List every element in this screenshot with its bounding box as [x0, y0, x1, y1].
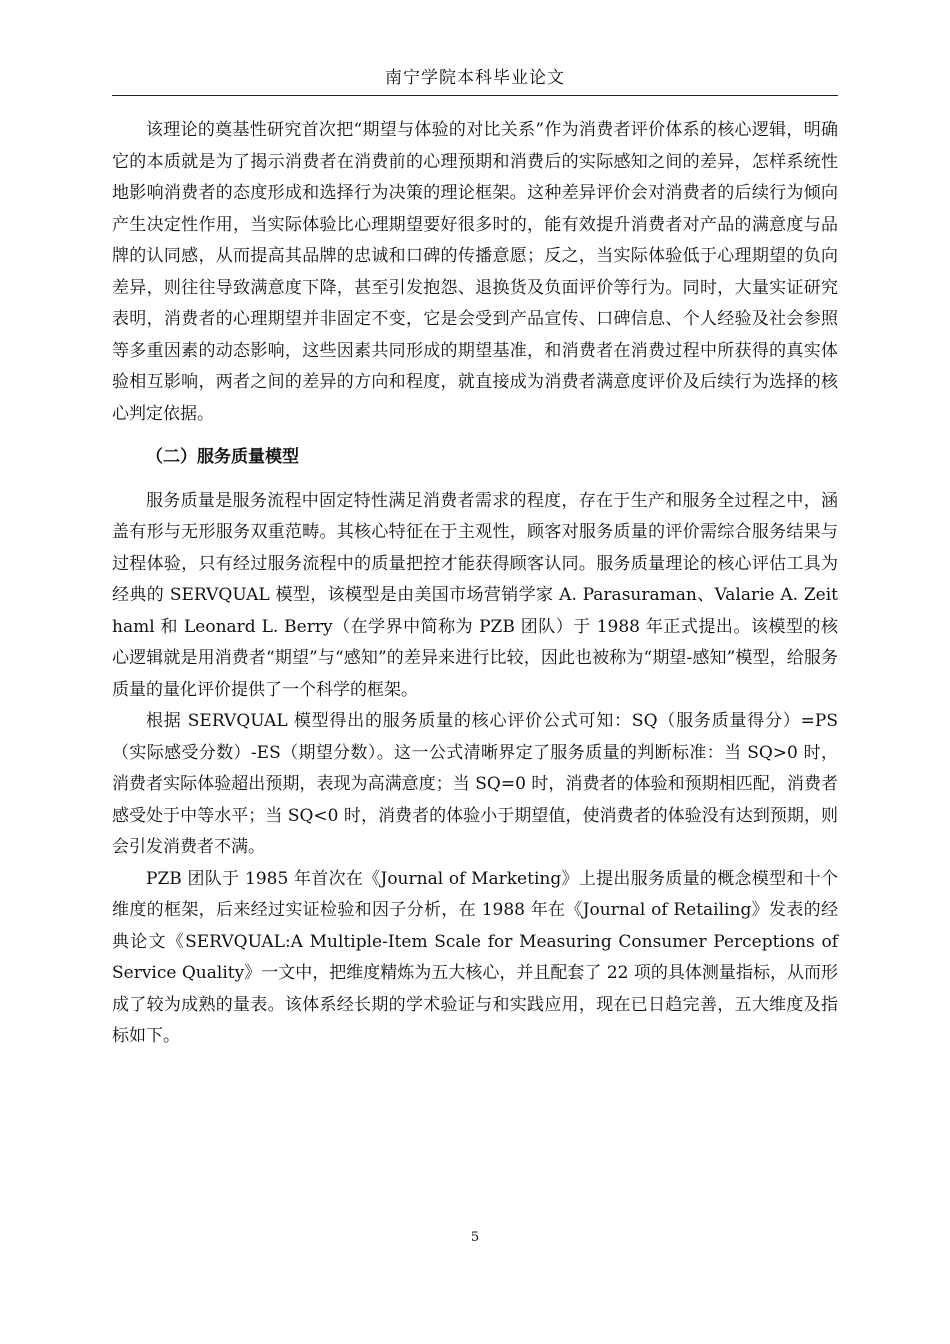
body-paragraph: 该理论的奠基性研究首次把“期望与体验的对比关系”作为消费者评价体系的核心逻辑，明确它的本质就是为了揭示消费者在消费前的心理预期和消费后的实际感知之间的差异，怎样系统性地影响消费者的态度形成和选择行为决策的理论框架。这种差异评价会对消费者的后续行为倾向产生决定性作用，当实际体验比心理期望要好很多时的，能有效提升消费者对产品的满意度与品牌的认同感，从而提高其品牌的忠诚和口碑的传播意愿；反之，当实际体验低于心理期望的负向差异，则往往导致满意度下降，甚至引发抱怨、退换货及负面评价等行为。同时，大量实证研究表明，消费者的心理期望并非固定不变，它是会受到产品宣传、口碑信息、个人经验及社会参照等多重因素的动态影响，这些因素共同形成的期望基准，和消费者在消费过程中所获得的真实体验相互影响，两者之间的差异的方向和程度，就直接成为消费者满意度评价及后续行为选择的核心判定依据。	[112, 120, 838, 424]
body-paragraph: PZB 团队于 1985 年首次在《Journal of Marketing》上提出服务质量的概念模型和十个维度的框架，后来经过实证检验和因子分析，在 1988 年在《Journal of Retailing》发表的经典论文《SERVQUAL:A Multiple-Item Scale for Measuring Consumer Perceptions of Service Quality》一文中，把维度精炼为五大核心，并且配套了 22 项的具体测量指标，从而形成了较为成熟的量表。该体系经长期的学术验证与和实践应用，现在已日趋完善，五大维度及指标如下。	[112, 868, 838, 1046]
body-paragraph: 根据 SERVQUAL 模型得出的服务质量的核心评价公式可知：SQ（服务质量得分）=PS（实际感受分数）-ES（期望分数）。这一公式清晰界定了服务质量的判断标准：当 SQ>0 时，消费者实际体验超出预期，表现为高满意度；当 SQ=0 时，消费者的体验和预期相匹配，消费者感受处于中等水平；当 SQ<0 时，消费者的体验小于期望值，使消费者的体验没有达到预期，则会引发消费者不满。	[112, 711, 838, 857]
page-header	[112, 64, 838, 96]
section-heading: （二）服务质量模型	[146, 447, 299, 467]
header-title: 南宁学院本科毕业论文	[385, 68, 565, 88]
page-number: 5	[470, 1230, 480, 1245]
document-body	[112, 115, 838, 1053]
body-paragraph: 服务质量是服务流程中固定特性满足消费者需求的程度，存在于生产和服务全过程之中，涵盖有形与无形服务双重范畴。其核心特征在于主观性，顾客对服务质量的评价需综合服务结果与过程体验，只有经过服务流程中的质量把控才能获得顾客认同。服务质量理论的核心评估工具为经典的 SERVQUAL 模型，该模型是由美国市场营销学家 A. Parasuraman、Valarie A. Zeithaml 和 Leonard L. Berry（在学界中简称为 PZB 团队）于 1988 年正式提出。该模型的核心逻辑就是用消费者“期望”与“感知”的差异来进行比较，因此也被称为“期望-感知”模型，给服务质量的量化评价提供了一个科学的框架。	[112, 490, 838, 700]
